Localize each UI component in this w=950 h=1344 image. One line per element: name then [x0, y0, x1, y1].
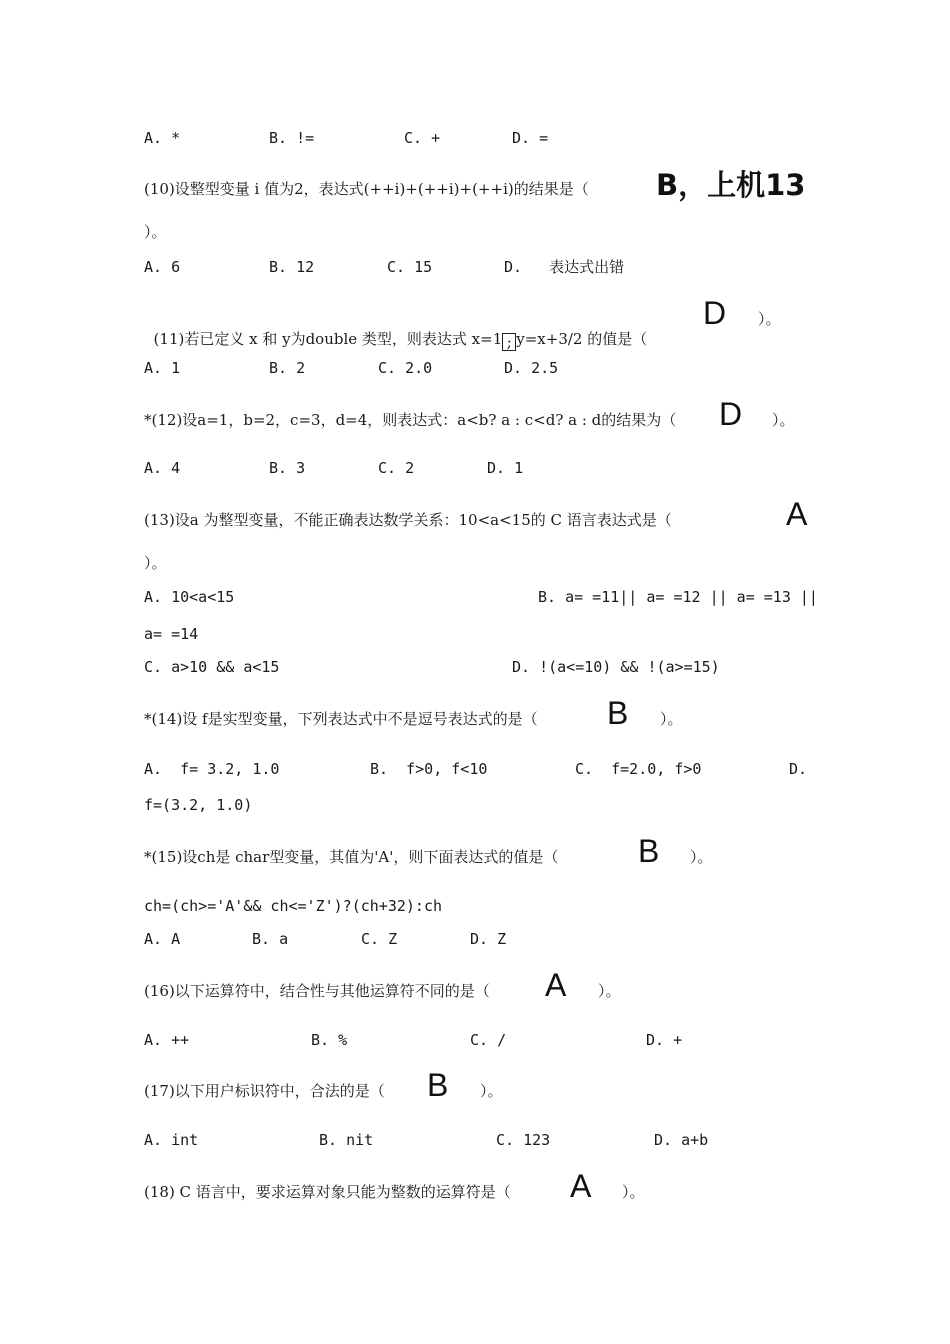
option-b: B. 12 [269, 258, 315, 276]
question-11-stem-a: (11)若已定义 x 和 y为double 类型，则表达式 x=1 [153, 330, 503, 348]
option-b-continued: a= =14 [144, 625, 199, 643]
option-a: A. ++ [144, 1031, 190, 1049]
option-d: D. a+b [654, 1131, 709, 1149]
option-a: A. f= 3.2, 1.0 [144, 760, 280, 778]
question-12-stem-end: ）。 [772, 411, 795, 429]
option-a: A. 1 [144, 359, 181, 377]
question-16-stem: (16)以下运算符中，结合性与其他运算符不同的是（ [144, 982, 490, 1000]
option-c: C. Z [361, 930, 398, 948]
question-13-stem: (13)设a 为整型变量，不能正确表达数学关系：10<a<15的 C 语言表达式是（ [144, 511, 672, 529]
question-11-answer: D [703, 295, 727, 331]
question-18-stem: (18) C 语言中，要求运算对象只能为整数的运算符是（ [144, 1183, 511, 1201]
option-a: A. * [144, 129, 181, 147]
question-13-answer: A [786, 496, 808, 532]
question-15-stem-end: ）。 [690, 848, 713, 866]
highlight-box: ; [502, 333, 516, 351]
question-16-stem-end: ）。 [598, 982, 621, 1000]
question-15-stem: *(15)设ch是 char型变量，其值为'A'，则下面表达式的值是（ [144, 848, 559, 866]
option-a: A. int [144, 1131, 199, 1149]
question-15-answer: B [638, 833, 660, 869]
question-12-answer: D [719, 396, 743, 432]
option-d: D. Z [470, 930, 507, 948]
option-d: D. 2.5 [504, 359, 559, 377]
question-15-expression: ch=(ch>='A'&& ch<='Z')?(ch+32):ch [144, 897, 443, 915]
option-b: B. 2 [269, 359, 306, 377]
option-c: C. 123 [496, 1131, 551, 1149]
question-17-answer: B [427, 1067, 449, 1103]
option-a: A. A [144, 930, 181, 948]
option-b: B. a= =11|| a= =12 || a= =13 || [538, 588, 818, 606]
option-b: B. % [311, 1031, 348, 1049]
option-c: C. 15 [387, 258, 433, 276]
question-10-answer: B，上机13 [656, 168, 806, 202]
option-c: C. a>10 && a<15 [144, 658, 280, 676]
question-18-stem-end: ）。 [622, 1183, 645, 1201]
option-a: A. 4 [144, 459, 181, 477]
question-17-stem: (17)以下用户标识符中，合法的是（ [144, 1082, 385, 1100]
question-13-stem-end: ）。 [144, 554, 167, 572]
option-b: B. 3 [269, 459, 306, 477]
option-c: C. 2.0 [378, 359, 433, 377]
option-a: A. 10<a<15 [144, 588, 235, 606]
option-b: B. nit [319, 1131, 374, 1149]
option-b: B. != [269, 129, 315, 147]
question-11-stem [144, 309, 647, 351]
question-12-stem: *(12)设a=1，b=2，c=3，d=4，则表达式：a<b? a : c<d? a : d的结果为（ [144, 411, 677, 429]
question-14-stem-end: ）。 [660, 710, 683, 728]
question-14-stem: *(14)设 f是实型变量，下列表达式中不是逗号表达式的是（ [144, 710, 538, 728]
option-d: D. [789, 760, 808, 778]
question-16-answer: A [545, 967, 567, 1003]
question-11-stem-end: ）。 [758, 310, 781, 328]
question-10-stem-end: ）。 [144, 223, 167, 241]
option-d: D. 表达式出错 [504, 258, 625, 276]
question-10-stem: (10)设整型变量 i 值为2，表达式(++i)+(++i)+(++i)的结果是（ [144, 180, 589, 198]
option-d: D. = [512, 129, 549, 147]
option-d-continued: f=(3.2, 1.0) [144, 796, 253, 814]
option-b: B. a [252, 930, 289, 948]
question-14-answer: B [607, 695, 629, 731]
option-d: D. 1 [487, 459, 524, 477]
option-c: C. 2 [378, 459, 415, 477]
question-18-answer: A [570, 1168, 592, 1204]
question-11-stem-b: y=x+3/2 的值是（ [516, 330, 648, 348]
option-c: C. + [404, 129, 441, 147]
option-d: D. + [646, 1031, 683, 1049]
option-a: A. 6 [144, 258, 181, 276]
option-b: B. f>0, f<10 [370, 760, 488, 778]
option-d: D. !(a<=10) && !(a>=15) [512, 658, 720, 676]
question-17-stem-end: ）。 [480, 1082, 503, 1100]
option-c: C. / [470, 1031, 507, 1049]
option-c: C. f=2.0, f>0 [575, 760, 702, 778]
